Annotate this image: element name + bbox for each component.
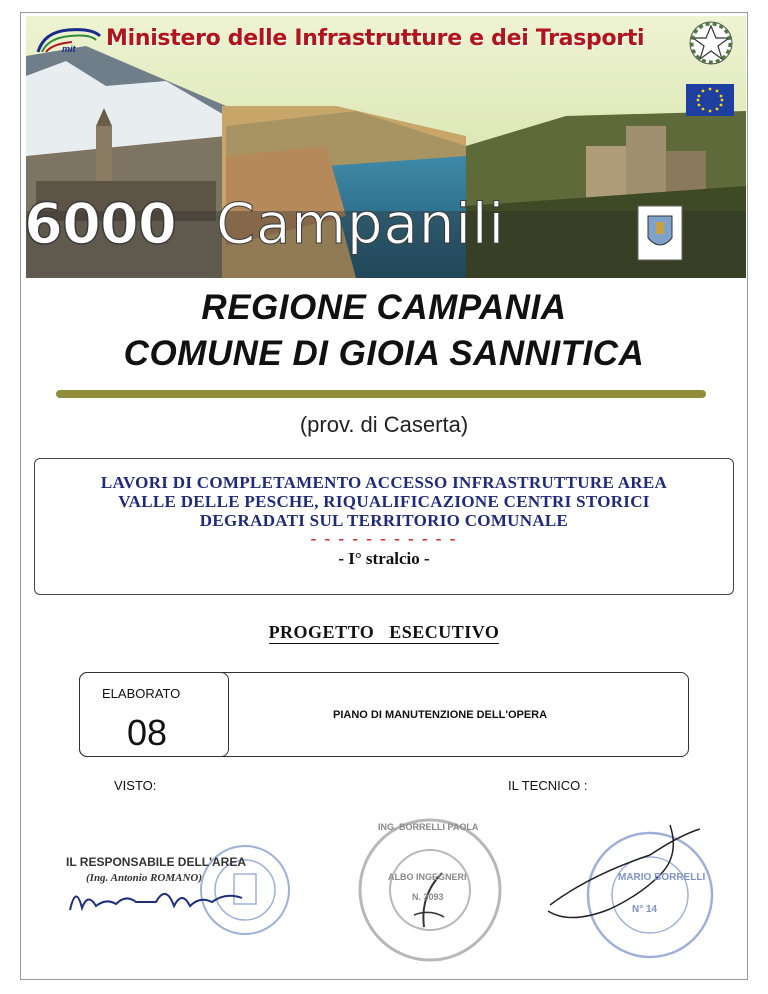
project-type-label: PROGETTO ESECUTIVO [268,622,500,642]
municipality-name: COMUNE DI GIOIA SANNITICA [123,334,645,373]
surveyor-stamp-number: N° 14 [632,904,658,915]
engineer-stamp [350,815,510,965]
mit-logo-text: mit [62,44,76,54]
engineer-stamp-name: ING. BORRELLI PAOLA [378,822,479,832]
works-title-line1: LAVORI DI COMPLETAMENTO ACCESSO INFRASTRUTTURE AREA [100,473,668,492]
document-number: 08 [127,712,168,753]
region-heading [0,285,768,377]
region-name: REGIONE CAMPANIA [201,288,567,327]
document-label: ELABORATO [102,686,181,701]
engineer-stamp-number: N. 3093 [412,892,444,902]
area-head-title: IL RESPONSABILE DELL'AREA [66,855,246,869]
surveyor-stamp-name: MARIO BORRELLI [618,872,706,883]
divider-rule [56,390,706,398]
surveyor-stamp [530,815,730,965]
works-title-line3: DEGRADATI SUL TERRITORIO COMUNALE [199,511,569,530]
program-word: Campanili [216,192,505,257]
works-description-box [34,458,734,595]
technician-label: IL TECNICO : [508,778,588,793]
ministry-title: Ministero delle Infrastrutture e dei Trasporti [106,26,645,51]
document-title: PIANO DI MANUTENZIONE DELL'OPERA [333,709,548,721]
works-dashes: - - - - - - - - - - - [310,529,458,548]
province-label: (prov. di Caserta) [299,412,469,437]
area-head-name: (Ing. Antonio ROMANO) [86,872,203,884]
area-head-signature [66,880,256,920]
works-phase: - I° stralcio - [338,549,430,568]
project-type [0,622,768,643]
program-number: 6000 [24,192,176,257]
engineer-stamp-register: ALBO INGEGNERI [388,872,467,882]
seen-label: VISTO: [114,778,157,793]
works-title-line2: VALLE DELLE PESCHE, RIQUALIFICAZIONE CENTRI STORICI [118,492,650,511]
